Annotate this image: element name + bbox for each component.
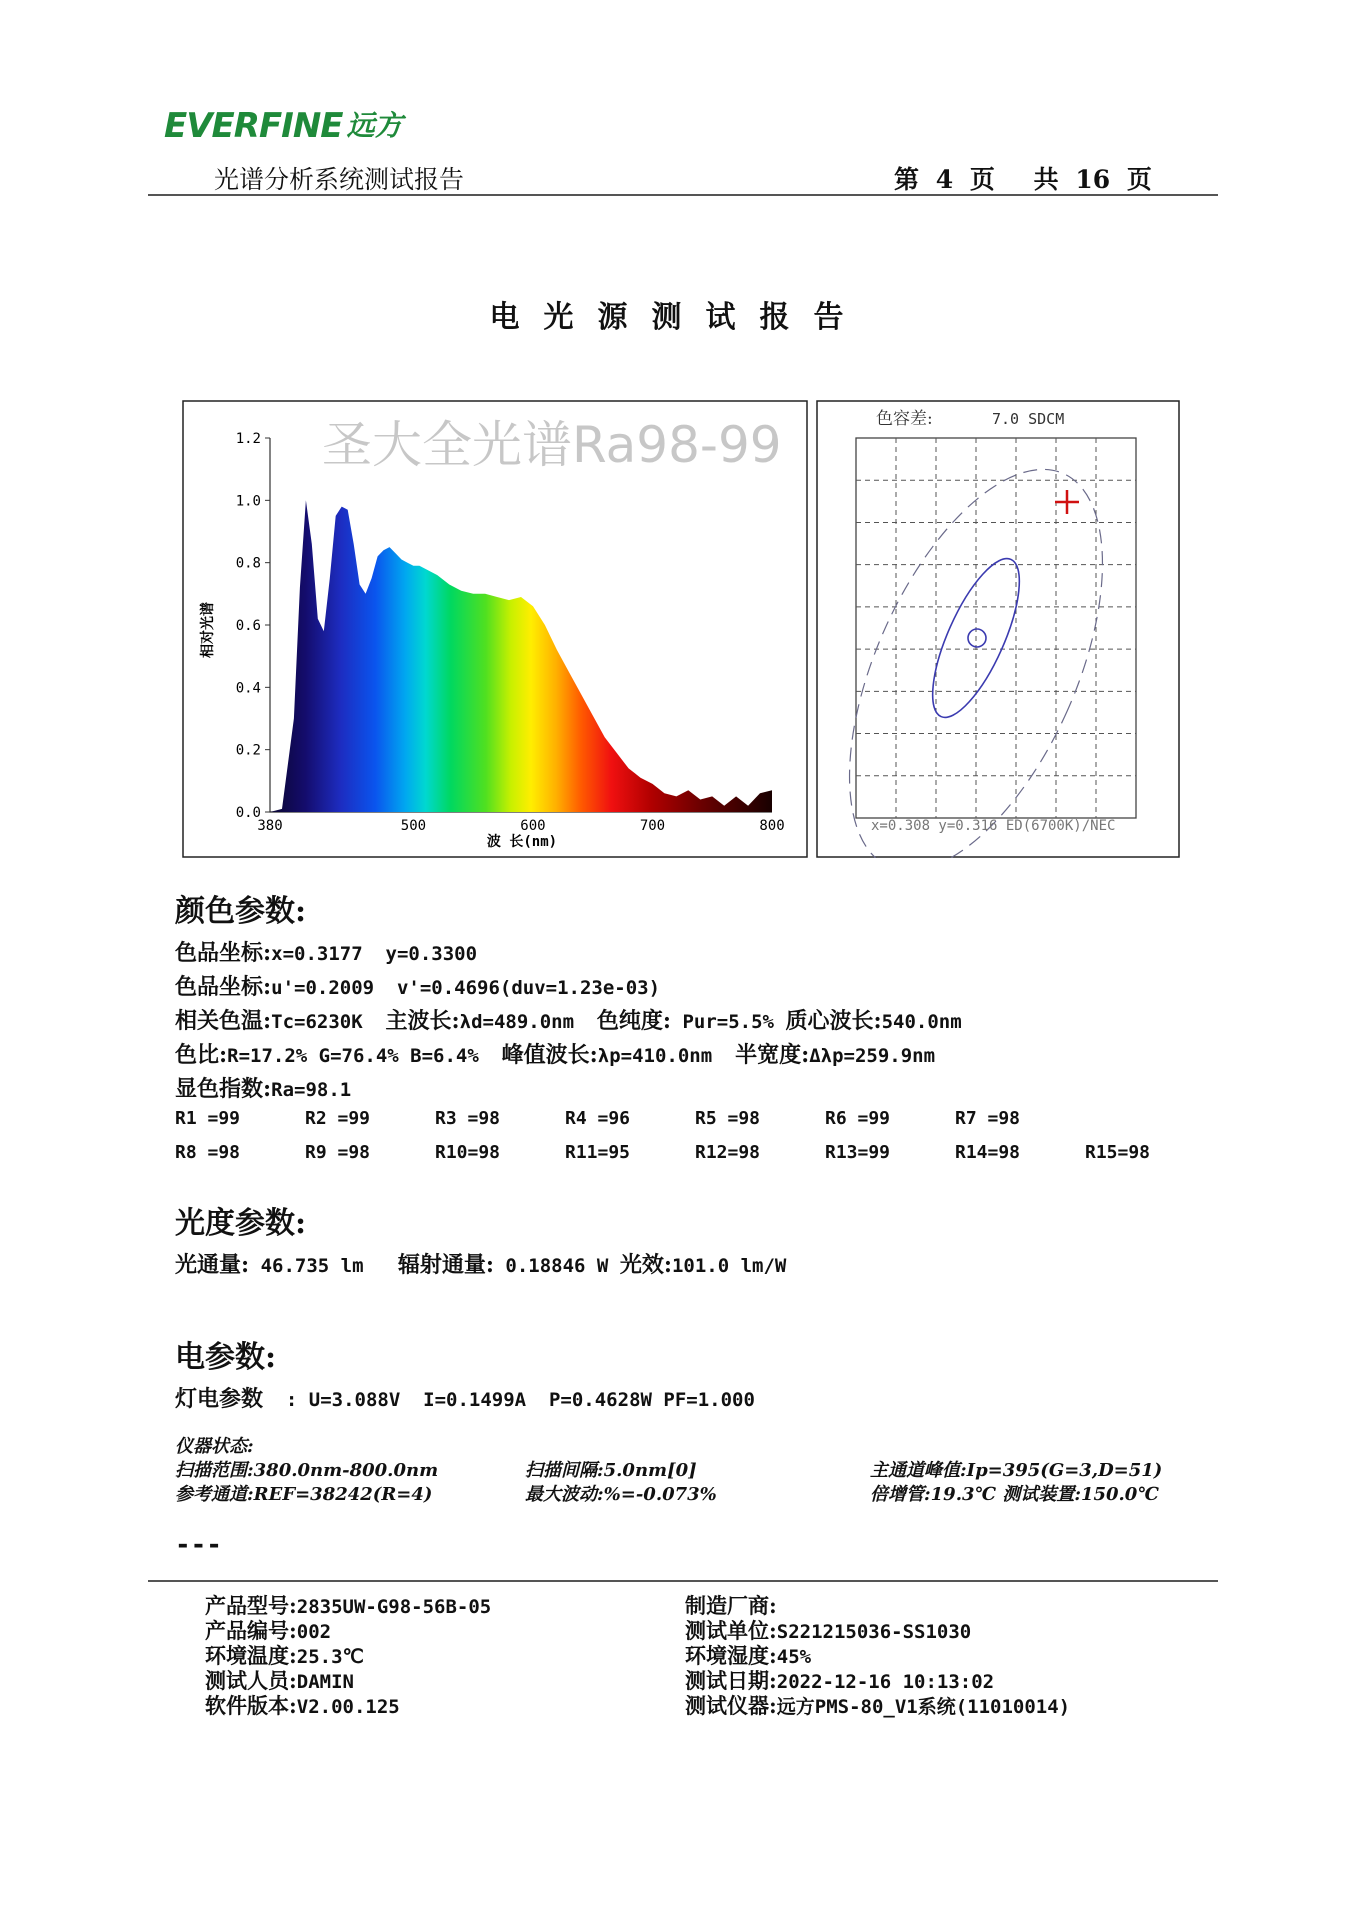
watermark: 圣大全光谱Ra98-99 (322, 416, 782, 474)
cri-value: R13=99 (825, 1142, 891, 1163)
logo-text-cn: 远方 (346, 109, 403, 142)
y-tick-label: 1.2 (235, 431, 261, 447)
cri-value: R2 =99 (305, 1108, 371, 1129)
y-tick-label: 1.0 (235, 493, 261, 510)
cri-value: R10=98 (435, 1142, 501, 1163)
sdcm-label: 色容差: (876, 409, 933, 429)
cri-value: R1 =99 (175, 1108, 241, 1129)
y-tick-label: 0.4 (235, 680, 261, 697)
elec-params-heading: 电参数: (175, 1340, 277, 1375)
sdcm-chart (816, 400, 1180, 858)
manufacturer: 制造厂商: (685, 1593, 777, 1618)
page-current: 4 (935, 165, 954, 194)
report-type: 光谱分析系统测试报告 (214, 165, 465, 194)
footer-right (685, 1594, 1070, 1719)
test-unit: 测试单位:S221215036-SS1030 (685, 1618, 972, 1643)
y-tick-label: 0.6 (235, 618, 261, 634)
product-number: 产品编号:002 (205, 1618, 332, 1643)
x-tick-label: 500 (400, 818, 427, 834)
scan-range: 扫描范围:380.0nm-800.0nm (175, 1460, 439, 1481)
test-instrument: 测试仪器:远方PMS-80_V1系统(11010014) (685, 1693, 1071, 1718)
ambient-temperature: 环境温度:25.3℃ (205, 1643, 364, 1668)
chromaticity-uv: 色品坐标:u'=0.2009 v'=0.4696(duv=1.23e-03) (175, 974, 661, 1000)
page-title: 电光源测试报告 (489, 300, 868, 335)
ambient-humidity: 环境湿度:45% (685, 1643, 812, 1668)
spectrum-x-label: 波 长(nm) (486, 834, 558, 850)
test-date: 测试日期:2022-12-16 10:13:02 (685, 1668, 995, 1693)
product-model: 产品型号:2835UW-G98-56B-05 (205, 1593, 492, 1618)
chromaticity-xy: 色品坐标:x=0.3177 y=0.3300 (175, 940, 478, 966)
cri-value: R14=98 (955, 1142, 1021, 1163)
cri-value: R5 =98 (695, 1108, 761, 1129)
cri-value: R7 =98 (955, 1108, 1021, 1129)
x-tick-label: 600 (520, 818, 546, 834)
spectrum-y-label: 相对光谱 (200, 602, 216, 658)
y-tick-label: 0.2 (235, 742, 261, 759)
color-ratio-line: 色比:R=17.2% G=76.4% B=6.4% 峰值波长:λp=410.0nm 半宽度:Δλp=259.9nm (175, 1042, 936, 1068)
spectrum-chart (182, 400, 808, 858)
cri-value: R4 =96 (565, 1108, 631, 1129)
elec-params-line: 灯电参数 : U=3.088V I=0.1499A P=0.4628W PF=1.000 (175, 1386, 755, 1412)
color-params-heading: 颜色参数: (175, 894, 307, 929)
y-tick-label: 0.8 (235, 555, 261, 572)
pmt-temperature: 倍增管:19.3℃ 测试装置:150.0℃ (870, 1484, 1159, 1505)
cri-value: R3 =98 (435, 1108, 501, 1129)
sdcm-frame (817, 401, 1179, 857)
reference-channel: 参考通道:REF=38242(R=4) (175, 1484, 433, 1505)
sdcm-value: 7.0 SDCM (992, 410, 1065, 428)
x-tick-label: 380 (257, 818, 283, 834)
header-rule (148, 194, 1218, 196)
cri-line: 显色指数:Ra=98.1 (175, 1076, 352, 1102)
max-fluctuation: 最大波动:%=-0.073% (525, 1484, 717, 1505)
instrument-heading: 仪器状态: (175, 1436, 254, 1457)
cct-line: 相关色温:Tc=6230K 主波长:λd=489.0nm 色纯度: Pur=5.5% 质心波长:540.0nm (175, 1008, 962, 1034)
logo-text-en: EVERFINE (164, 106, 343, 146)
main-channel-peak: 主通道峰值:Ip=395(G=3,D=51) (870, 1460, 1163, 1481)
footer-rule (148, 1580, 1218, 1582)
photo-params-heading: 光度参数: (175, 1206, 307, 1241)
x-tick-label: 800 (759, 818, 785, 834)
page-indicator: 第 4 页 共 16 页 (894, 165, 1152, 194)
scan-interval: 扫描间隔:5.0nm[0] (525, 1460, 697, 1481)
tester: 测试人员:DAMIN (205, 1668, 354, 1693)
software-version: 软件版本:V2.00.125 (205, 1693, 400, 1718)
cri-value: R6 =99 (825, 1108, 891, 1129)
cri-value: R12=98 (695, 1142, 761, 1163)
cri-value: R15=98 (1085, 1142, 1151, 1163)
cri-value: R8 =98 (175, 1142, 241, 1163)
page-total: 16 (1075, 165, 1111, 194)
sdcm-footer: x=0.308 y=0.316 ED(6700K)/NEC (871, 818, 1116, 834)
separator-mark: --- (175, 1530, 222, 1560)
footer-left (205, 1594, 491, 1719)
cri-value: R9 =98 (305, 1142, 371, 1163)
everfine-logo (164, 96, 403, 146)
cri-value: R11=95 (565, 1142, 631, 1163)
photo-params-line: 光通量: 46.735 lm 辐射通量: 0.18846 W 光效:101.0 lm/W (175, 1252, 787, 1278)
x-tick-label: 700 (639, 818, 666, 834)
y-tick-label: 0.0 (235, 805, 261, 821)
